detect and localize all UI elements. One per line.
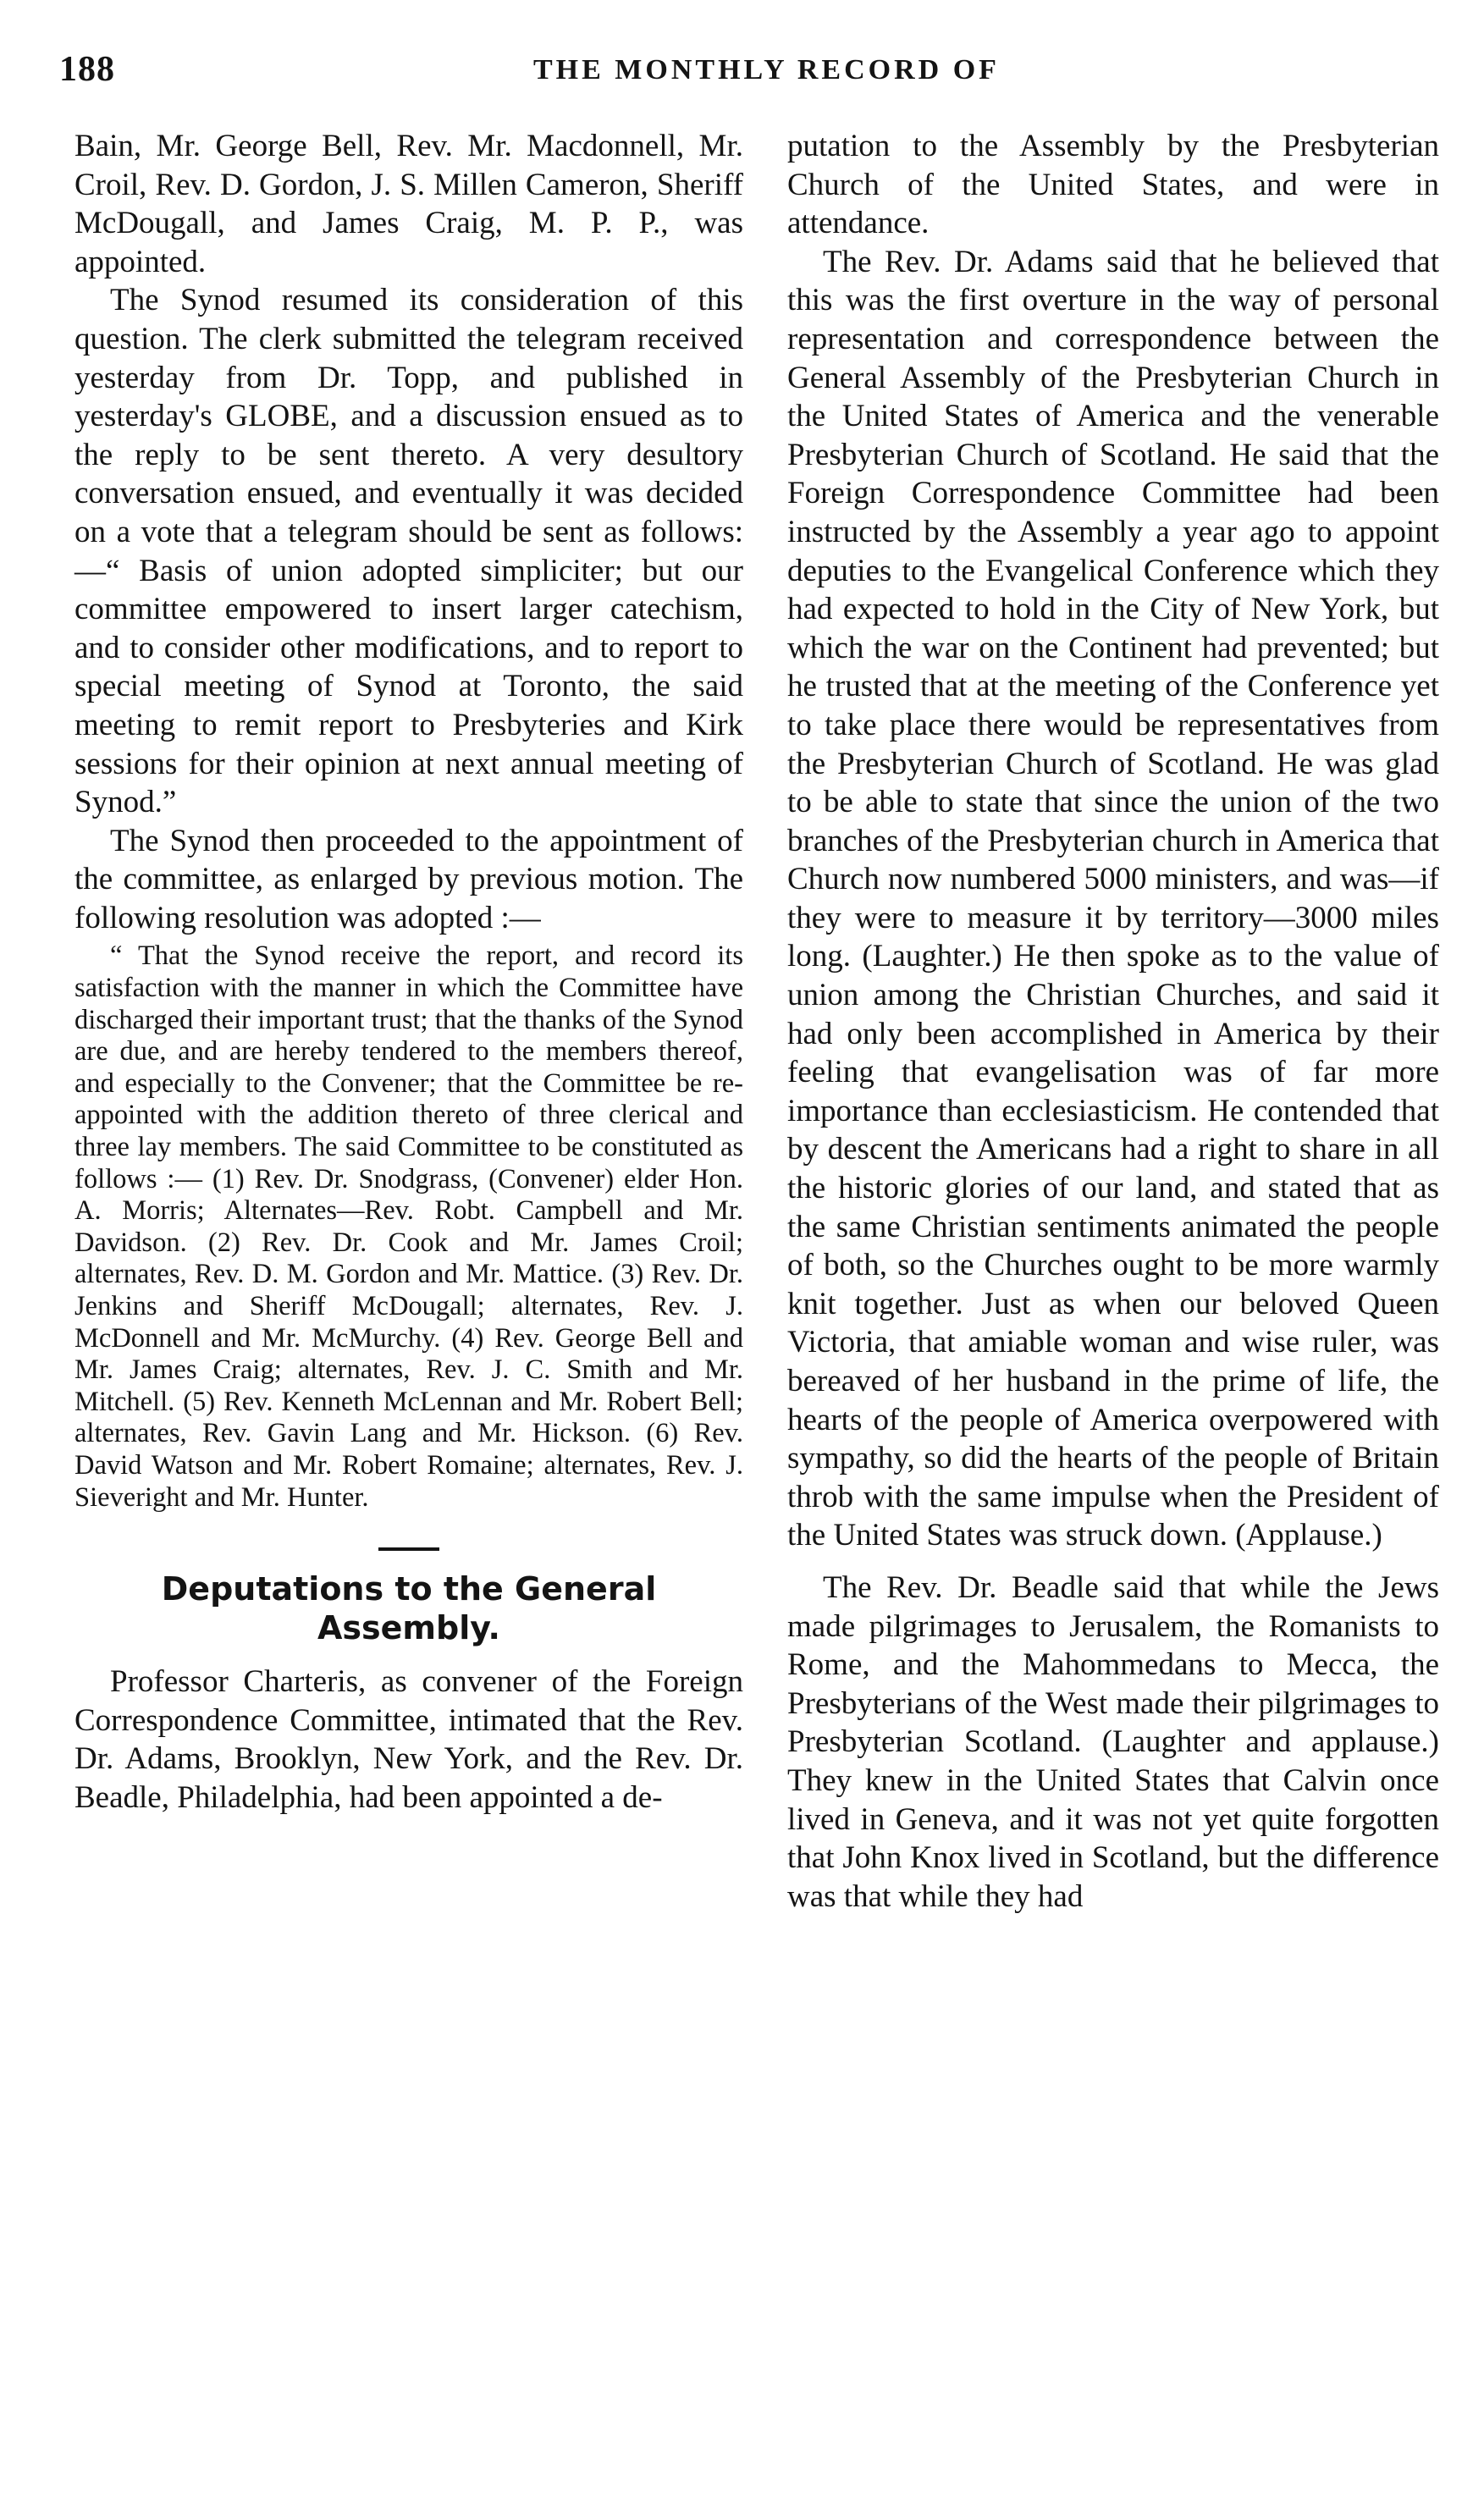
resolution-quote: “ That the Synod receive the report, and record its satisfaction with the manner in which the Committee have discharged their important trust; that the thanks of the Synod are due, and are hereby tendered to the members thereof, and especially to the Convener; that the Committee be re-appointed with the addition thereto of three clerical and three lay members. The said Committee to be constituted as follows :— (1) Rev. Dr. Snodgrass, (Convener) elder Hon. A. Morris; Alternates—Rev. Robt. Campbell and Mr. Davidson. (2) Rev. Dr. Cook and Mr. James Croil; alternates, Rev. D. M. Gordon and Mr. Mattice. (3) Rev. Dr. Jenkins and Sheriff McDougall; alternates, Rev. J. McDonnell and Mr. McMurchy. (4) Rev. George Bell and Mr. James Craig; alternates, Rev. J. C. Smith and Mr. Mitchell. (5) Rev. Kenneth McLennan and Mr. Robert Bell; alternates, Rev. Gavin Lang and Mr. Hickson. (6) Rev. David Watson and Mr. Robert Romaine; alternates, Rev. J. Sieveright and Mr. Hunter. bbox=[74, 940, 743, 1513]
running-title: THE MONTHLY RECORD OF bbox=[533, 54, 1000, 85]
section-divider bbox=[378, 1547, 439, 1551]
paragraph-dr-beadle: The Rev. Dr. Beadle said that while the Jews made pilgrimages to Jerusalem, the Romanists to Rome, and the Mahommedans to Mecca, the Presbyterians of the West made their pilgrimages to Presbyterian Scotland. (Laughter and applause.) They knew in the United States that Calvin once lived in Geneva, and it was not yet quite forgotten that John Knox lived in Scotland, but the difference was that while they had bbox=[787, 1569, 1439, 1914]
section-heading: Deputations to the General Assembly. bbox=[161, 1570, 657, 1647]
paragraph-continued: Bain, Mr. George Bell, Rev. Mr. Macdonnell, Mr. Croil, Rev. D. Gordon, J. S. Millen Cameron, Sheriff McDougall, and James Craig, M. P. P., was appointed. bbox=[74, 129, 743, 279]
paragraph-professor-charteris: Professor Charteris, as convener of the Foreign Correspondence Committee, intimated that the Rev. Dr. Adams, Brooklyn, New York, and the Rev. Dr. Beadle, Philadelphia, had been appointed a de- bbox=[74, 1664, 743, 1815]
page-number: 188 bbox=[59, 50, 115, 89]
running-head bbox=[59, 49, 1431, 100]
paragraph-synod-resumed: The Synod resumed its consideration of this question. The clerk submitted the telegram received yesterday from Dr. Topp, and published in yesterday's GLOBE, and a discussion ensued as to the reply to be sent thereto. A very desultory conversation ensued, and eventually it was decided on a vote that a telegram should be sent as follows:—“ Basis of union adopted simpliciter; but our committee empowered to insert larger catechism, and to consider other modifications, and to report to special meeting of Synod at Toronto, the said meeting to remit report to Presbyteries and Kirk sessions for their opinion at next annual meeting of Synod.” bbox=[74, 283, 743, 820]
left-column bbox=[74, 127, 743, 1817]
right-column bbox=[787, 127, 1439, 1916]
paragraph-dr-adams: The Rev. Dr. Adams said that he believed that this was the first overture in the way of personal representation and correspondence between the General Assembly of the Presbyterian Church in the United States of America and the venerable Presbyterian Church of Scotland. He said that the Foreign Correspondence Committee had been instructed by the Assembly a year ago to appoint deputies to the Evangelical Conference which they had expected to hold in the City of New York, but which the war on the Continent had prevented; but he trusted that at the meeting of the Conference yet to take place there would be representatives from the Presbyterian Church of Scotland. He was glad to be able to state that since the union of the two branches of the Presbyterian church in America that Church now numbered 5000 ministers, and was—if they were to measure it by territory—3000 miles long. (Laughter.) He then spoke as to the value of union among the Christian Churches, and said it had only been accomplished in America by their feeling that evangelisation was of far more importance than ecclesiasticism. He contended that by descent the Americans had a right to share in all the historic glories of our land, and stated that as the same Christian sentiments animated the people of both, so the Churches ought to be more warmly knit together. Just as when our beloved Queen Victoria, that amiable woman and wise ruler, was bereaved of her husband in the prime of life, the hearts of the people of America overpowered with sympathy, so did the hearts of the people of Britain throb with the same impulse when the President of the United States was struck down. (Applause.) bbox=[787, 244, 1439, 1553]
paragraph-continued-deputation: putation to the Assembly by the Presbyterian Church of the United States, and were in attendance. bbox=[787, 129, 1439, 241]
paragraph-committee-appointment: The Synod then proceeded to the appointment of the committee, as enlarged by previous motion. The following resolution was adopted :— bbox=[74, 823, 743, 935]
